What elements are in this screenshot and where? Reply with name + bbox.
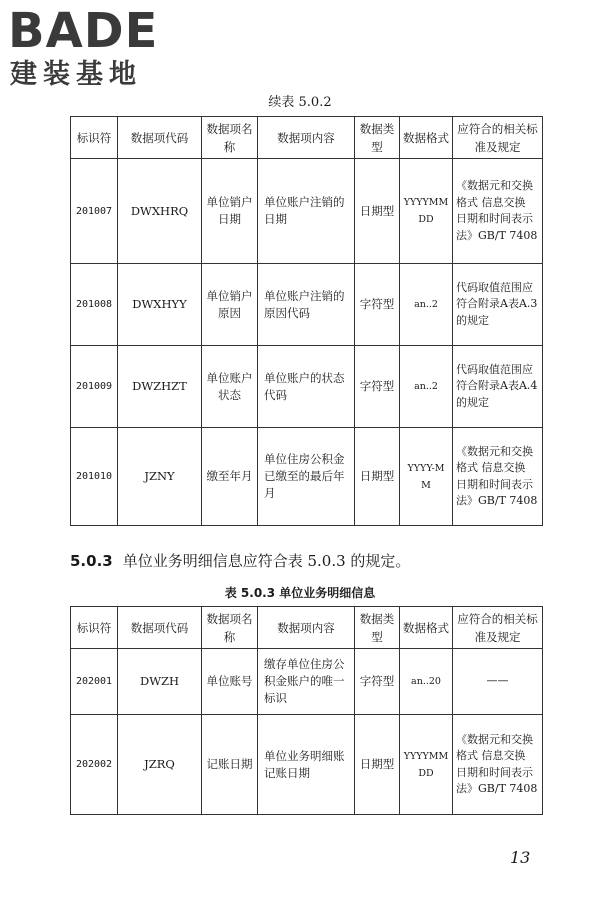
- logo-wordmark: BADE: [8, 3, 159, 59]
- table-row: [71, 715, 543, 815]
- type-cell: 日期型: [355, 715, 400, 815]
- column-header: 数据格式: [400, 607, 453, 649]
- content-cell: 单位账户的状态代码: [258, 346, 355, 428]
- column-header: 数据项内容: [258, 117, 355, 159]
- content-cell: 缴存单位住房公积金账户的唯一标识: [258, 649, 355, 715]
- table-row: [71, 159, 543, 264]
- identifier-cell: 201007: [71, 159, 118, 264]
- standard-cell: ——: [453, 649, 543, 715]
- content-cell: 单位账户注销的原因代码: [258, 264, 355, 346]
- type-cell: 日期型: [355, 428, 400, 526]
- column-header: 数据项代码: [118, 117, 202, 159]
- standard-cell: 代码取值范围应符合附录A表A.4的规定: [453, 346, 543, 428]
- identifier-cell: 202002: [71, 715, 118, 815]
- standard-cell: 代码取值范围应符合附录A表A.3的规定: [453, 264, 543, 346]
- column-header: 数据项内容: [258, 607, 355, 649]
- content-cell: 单位业务明细账记账日期: [258, 715, 355, 815]
- data-table-business-detail: [70, 606, 543, 815]
- type-cell: 日期型: [355, 159, 400, 264]
- column-header: 数据格式: [400, 117, 453, 159]
- column-header: 数据项代码: [118, 607, 202, 649]
- name-cell: 单位销户原因: [202, 264, 258, 346]
- format-cell: YYYYMMDD: [400, 715, 453, 815]
- format-cell: YYYY-MM: [400, 428, 453, 526]
- column-header: 数据类型: [355, 607, 400, 649]
- column-header: 标识符: [71, 117, 118, 159]
- content-cell: 单位住房公积金已缴至的最后年月: [258, 428, 355, 526]
- format-cell: YYYYMMDD: [400, 159, 453, 264]
- logo: [8, 3, 178, 96]
- format-cell: an..20: [400, 649, 453, 715]
- table-row: [71, 649, 543, 715]
- standard-cell: 《数据元和交换格式 信息交换 日期和时间表示法》GB/T 7408: [453, 715, 543, 815]
- column-header: 数据类型: [355, 117, 400, 159]
- code-cell: DWXHRQ: [118, 159, 202, 264]
- standard-cell: 《数据元和交换格式 信息交换 日期和时间表示法》GB/T 7408: [453, 428, 543, 526]
- column-header: 数据项名称: [202, 607, 258, 649]
- format-cell: an..2: [400, 264, 453, 346]
- clause-number: 5.0.3: [70, 552, 113, 570]
- code-cell: JZNY: [118, 428, 202, 526]
- name-cell: 单位账号: [202, 649, 258, 715]
- column-header: 标识符: [71, 607, 118, 649]
- code-cell: DWXHYY: [118, 264, 202, 346]
- format-cell: an..2: [400, 346, 453, 428]
- name-cell: 缴至年月: [202, 428, 258, 526]
- table-row: [71, 428, 543, 526]
- code-cell: DWZH: [118, 649, 202, 715]
- page-number: 13: [510, 848, 531, 867]
- identifier-cell: 202001: [71, 649, 118, 715]
- data-table-continued: [70, 116, 543, 526]
- type-cell: 字符型: [355, 649, 400, 715]
- table1-caption: 续表 5.0.2: [268, 95, 332, 110]
- column-header: 应符合的相关标准及规定: [453, 607, 543, 649]
- table-header-row: [71, 607, 543, 649]
- code-cell: DWZHZT: [118, 346, 202, 428]
- name-cell: 记账日期: [202, 715, 258, 815]
- clause-5-0-3: [70, 551, 410, 571]
- table2-caption: 表 5.0.3 单位业务明细信息: [224, 586, 376, 600]
- standard-cell: 《数据元和交换格式 信息交换 日期和时间表示法》GB/T 7408: [453, 159, 543, 264]
- identifier-cell: 201008: [71, 264, 118, 346]
- name-cell: 单位销户日期: [202, 159, 258, 264]
- table-row: [71, 264, 543, 346]
- table-row: [71, 346, 543, 428]
- table-header-row: [71, 117, 543, 159]
- column-header: 数据项名称: [202, 117, 258, 159]
- identifier-cell: 201010: [71, 428, 118, 526]
- name-cell: 单位账户状态: [202, 346, 258, 428]
- code-cell: JZRQ: [118, 715, 202, 815]
- content-cell: 单位账户注销的日期: [258, 159, 355, 264]
- column-header: 应符合的相关标准及规定: [453, 117, 543, 159]
- type-cell: 字符型: [355, 264, 400, 346]
- logo-subtitle: 建装基地: [10, 59, 142, 90]
- clause-text: 单位业务明细信息应符合表 5.0.3 的规定。: [122, 552, 411, 570]
- type-cell: 字符型: [355, 346, 400, 428]
- identifier-cell: 201009: [71, 346, 118, 428]
